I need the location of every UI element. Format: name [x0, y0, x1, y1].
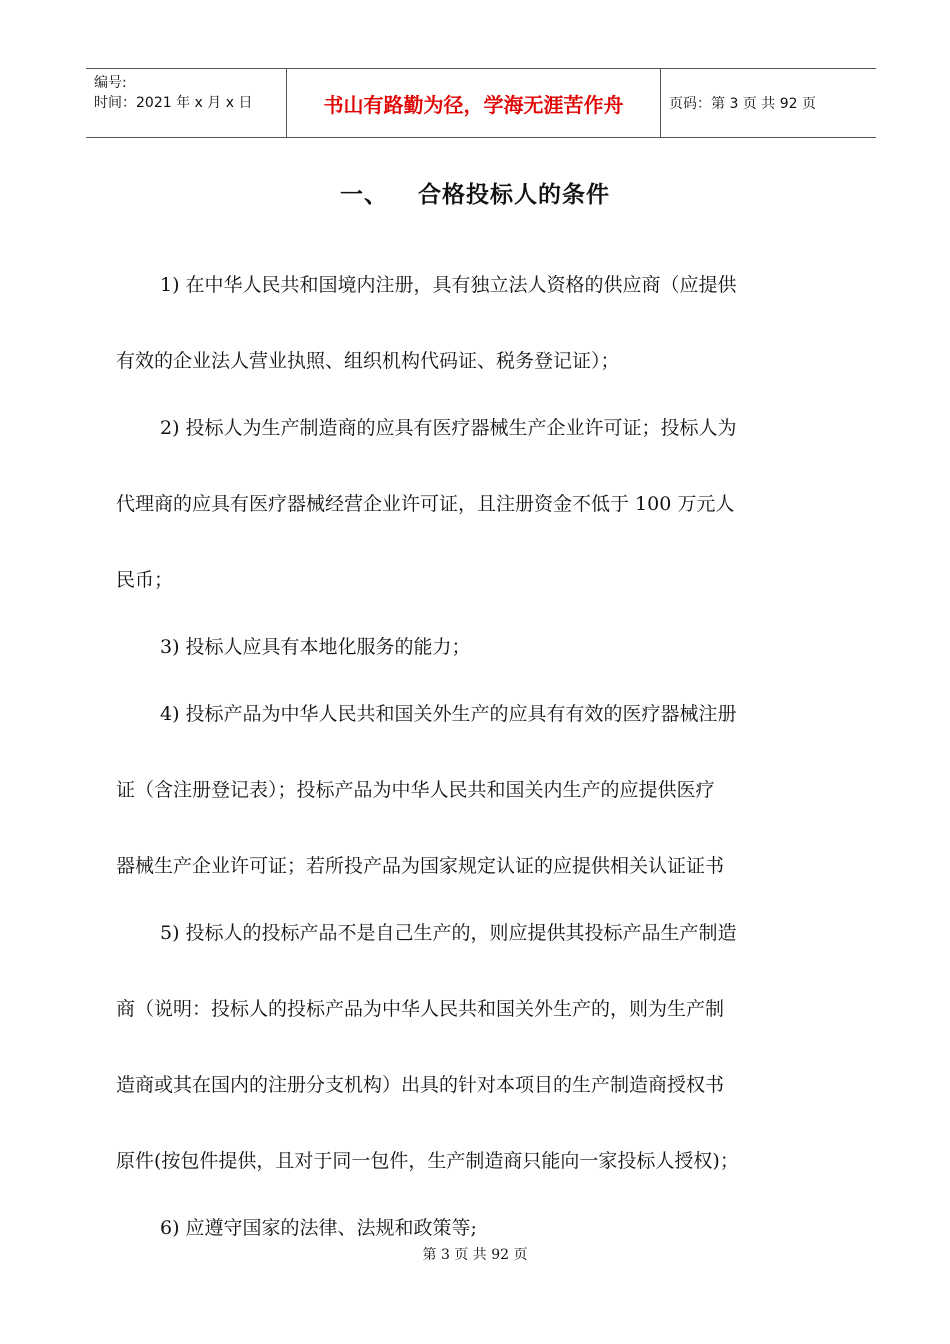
page-header [86, 68, 876, 138]
body-line: 民币； [116, 569, 174, 591]
body-line: 造商或其在国内的注册分支机构）出具的针对本项目的生产制造商授权书 [116, 1074, 725, 1096]
document-body [116, 266, 852, 1247]
document-number-label: 编号: [94, 75, 127, 91]
body-line: 原件(按包件提供，且对于同一包件，生产制造商只能向一家投标人授权)； [116, 1150, 739, 1172]
body-line: 1) 在中华人民共和国境内注册，具有独立法人资格的供应商（应提供 [160, 274, 737, 296]
body-line: 代理商的应具有医疗器械经营企业许可证，且注册资金不低于 100 万元人 [116, 493, 735, 515]
header-motto: 书山有路勤为径，学海无涯苦作舟 [287, 69, 661, 137]
body-line: 有效的企业法人营业执照、组织机构代码证、税务登记证）； [116, 350, 620, 372]
section-title [0, 176, 950, 209]
section-title-text: 合格投标人的条件 [418, 182, 610, 208]
body-line: 4) 投标产品为中华人民共和国关外生产的应具有有效的医疗器械注册 [160, 703, 737, 725]
document-time-label: 时间：2021 年 x 月 x 日 [94, 95, 253, 111]
page-footer: 第 3 页 共 92 页 [422, 1247, 528, 1263]
body-line: 2) 投标人为生产制造商的应具有医疗器械生产企业许可证；投标人为 [160, 417, 737, 439]
body-line: 器械生产企业许可证；若所投产品为国家规定认证的应提供相关认证证书 [116, 855, 725, 877]
body-line: 3) 投标人应具有本地化服务的能力； [160, 636, 471, 658]
body-line: 证（含注册登记表）；投标产品为中华人民共和国关内生产的应提供医疗 [116, 779, 715, 801]
header-meta [86, 69, 287, 137]
body-line: 6) 应遵守国家的法律、法规和政策等; [160, 1217, 477, 1239]
section-number: 一、 [340, 182, 388, 208]
body-line: 商（说明：投标人的投标产品为中华人民共和国关外生产的，则为生产制 [116, 998, 725, 1020]
header-page-label: 页码：第 3 页 共 92 页 [669, 96, 816, 112]
body-line: 5) 投标人的投标产品不是自己生产的，则应提供其投标产品生产制造 [160, 922, 737, 944]
